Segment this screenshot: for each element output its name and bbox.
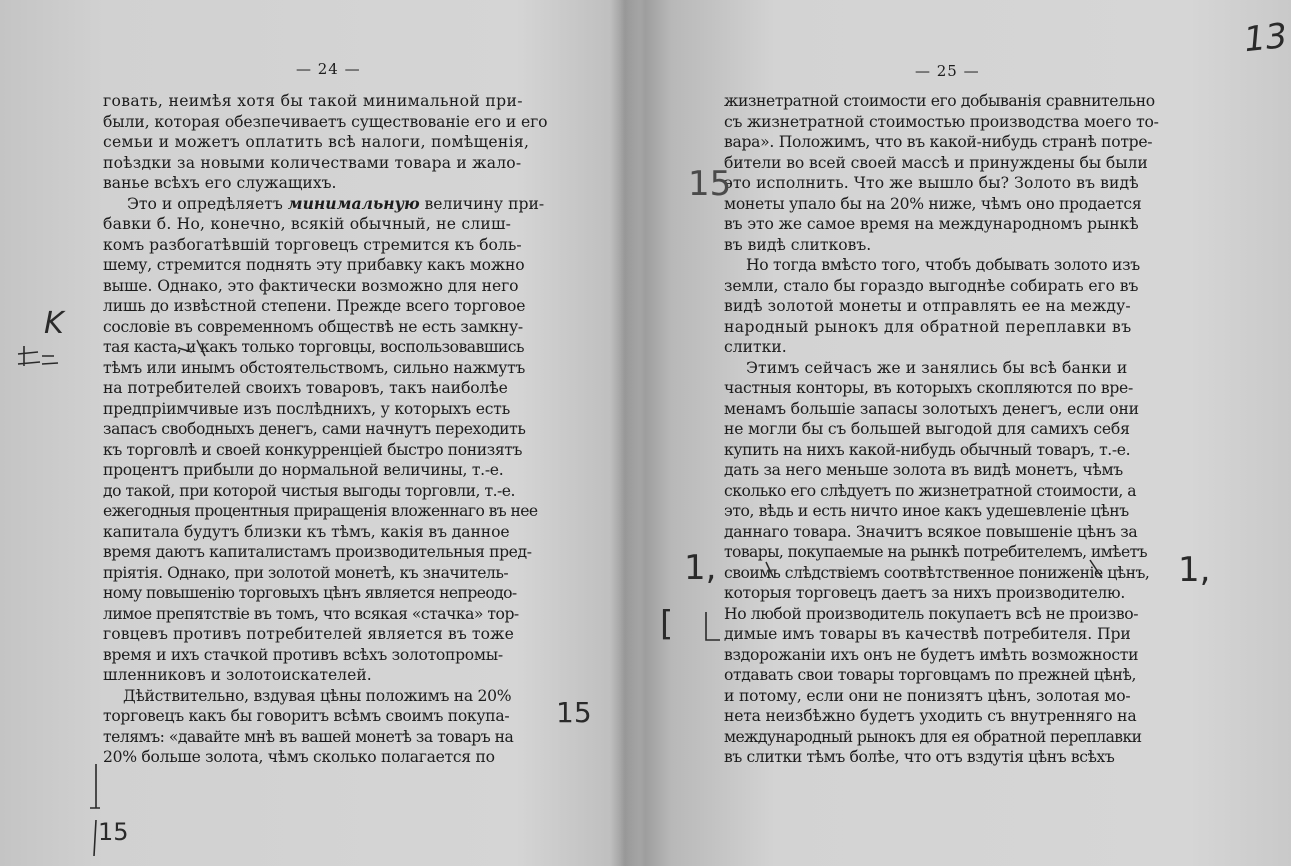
text-line: Но любой производитель покупаетъ всѣ не произво- — [724, 604, 1139, 623]
text-line: поѣздки за новыми количествами товара и жало- — [103, 153, 522, 172]
book-gutter — [610, 0, 640, 866]
margin-note-comma-right: 1, — [1178, 550, 1211, 590]
corner-page-number-handwritten: 13 — [1242, 15, 1290, 61]
text-line: говцевъ противъ потребителей является въ тоже — [103, 625, 514, 643]
margin-note-15-right: 15 — [688, 164, 732, 204]
text-line: время даютъ капиталистамъ производительныя пред- — [103, 543, 532, 561]
text-line: Но тогда вмѣсто того, чтобъ добывать золото изъ — [746, 256, 1140, 274]
text-line: даннаго товара. Значитъ всякое повышеніе цѣнъ за — [724, 522, 1138, 541]
text-line: бители во всей своей массѣ и принуждены бы были — [724, 153, 1148, 172]
text-line: семьи и можетъ оплатить всѣ налоги, помѣщенія, — [103, 133, 530, 151]
margin-k-letter: K — [44, 306, 64, 341]
text-line: тѣмъ или инымъ обстоятельствомъ, сильно нажмутъ — [103, 358, 526, 377]
text-line: жизнетратной стоимости его добыванія сравнительно — [724, 92, 1155, 110]
italic-emphasis: минимальную — [287, 193, 420, 213]
text-line-composite — [103, 194, 553, 215]
text-line: въ это же самое время на международномъ рынкѣ — [724, 215, 1139, 233]
text-line: товары, покупаемые на рынкѣ потребителемъ, имѣетъ — [724, 543, 1147, 561]
text-line: сословіе въ современномъ обществѣ не есть замкну- — [103, 317, 523, 336]
text-line: выше. Однако, это фактически возможно для него — [103, 276, 519, 295]
text-line: ежегодныя процентныя приращенія вложеннаго въ нее — [103, 502, 538, 520]
text-line: земли, стало бы гораздо выгоднѣе собирать его въ — [724, 276, 1139, 295]
text-line: отдавать свои товары торговцамъ по прежней цѣнѣ, — [724, 666, 1137, 684]
text-line: сколько его слѣдуетъ по жизнетратной стоимости, а — [724, 481, 1137, 500]
text-segment: величину при- — [424, 194, 545, 213]
margin-note-bracket: [ — [660, 604, 674, 644]
text-line: видѣ золотой монеты и отправлять ее на между- — [724, 297, 1131, 315]
margin-note-15-left: 15 — [556, 696, 592, 729]
text-line: процентъ прибыли до нормальной величины, т.-е. — [103, 461, 504, 479]
right-page-number: — 25 — — [915, 62, 980, 80]
text-line: пріятія. Однако, при золотой монетѣ, къ значитель- — [103, 563, 509, 582]
text-line: международный рынокъ для ея обратной переплавки — [724, 727, 1142, 746]
text-line: въ слитки тѣмъ болѣе, что отъ вздутія цѣнъ всѣхъ — [724, 748, 1115, 766]
text-line: запасъ свободныхъ денегъ, сами начнутъ переходить — [103, 420, 526, 438]
text-line: менамъ большіе запасы золотыхъ денегъ, если они — [724, 399, 1139, 418]
text-line: въ видѣ слитковъ. — [724, 235, 872, 254]
left-page-text — [103, 91, 553, 768]
left-page-number: — 24 — — [296, 60, 361, 78]
text-line: лимое препятствіе въ томъ, что всякая «стачка» тор- — [103, 604, 519, 623]
text-line: бавки б. Но, конечно, всякій обычный, не слиш- — [103, 215, 512, 233]
text-line: капитала будутъ близки къ тѣмъ, какія въ данное — [103, 522, 510, 541]
text-line: 20% больше золота, чѣмъ сколько полагается по — [103, 748, 495, 766]
text-line: до такой, при которой чистыя выгоды торговли, т.-е. — [103, 481, 515, 500]
text-line: димые имъ товары въ качествѣ потребителя. При — [724, 625, 1131, 643]
text-line: не могли бы съ большей выгодой для самихъ себя — [724, 420, 1130, 438]
right-page-text — [724, 91, 1174, 768]
text-line: телямъ: «давайте мнѣ въ вашей монетѣ за товаръ на — [103, 727, 514, 746]
text-line: къ торговлѣ и своей конкурренціей быстро понизятъ — [103, 440, 523, 459]
text-line: предпріимчивые изъ послѣднихъ, у которыхъ есть — [103, 399, 511, 418]
text-line: слитки. — [724, 338, 787, 356]
text-line: вздорожаніи ихъ онъ не будетъ имѣть возможности — [724, 645, 1139, 664]
paragraph-bracket — [706, 612, 720, 640]
text-line: съ жизнетратной стоимостью производства моего то- — [724, 112, 1159, 131]
text-line: дать за него меньше золота въ видѣ монетъ, чѣмъ — [724, 461, 1123, 479]
text-line: были, которая обезпечиваетъ существованіе его и его — [103, 112, 548, 131]
text-line: это исполнить. Что же вышло бы? Золото въ видѣ — [724, 174, 1139, 192]
text-line: народный рынокъ для обратной переплавки въ — [724, 317, 1132, 336]
text-line: купить на нихъ какой-нибудь обычный товаръ, т.-е. — [724, 440, 1131, 459]
text-line: нета неизбѣжно будетъ уходить съ внутренняго на — [724, 707, 1137, 725]
text-line: время и ихъ стачкой противъ всѣхъ золотопромы- — [103, 645, 503, 664]
text-line: говать, неимѣя хотя бы такой минимальной при- — [103, 92, 523, 110]
text-line: вара». Положимъ, что въ какой-нибудь странѣ потре- — [724, 133, 1153, 151]
text-line: торговецъ какъ бы говоритъ всѣмъ своимъ покупа- — [103, 707, 510, 725]
margin-note-comma-left: 1, — [684, 548, 717, 588]
margin-note-15-bottom: 15 — [98, 818, 129, 846]
text-line: Этимъ сейчасъ же и занялись бы всѣ банки и — [746, 358, 1128, 377]
text-line: частныя конторы, въ которыхъ скопляются по вре- — [724, 379, 1133, 397]
text-line: Дѣйствительно, вздувая цѣны положимъ на 20% — [123, 686, 512, 705]
text-line: которыя торговецъ даетъ за нихъ производителю. — [724, 584, 1125, 602]
text-line: ванье всѣхъ его служащихъ. — [103, 174, 337, 192]
text-line: ному повышенію торговыхъ цѣнъ является непреодо- — [103, 584, 517, 602]
text-line: монеты упало бы на 20% ниже, чѣмъ оно продается — [724, 194, 1142, 213]
text-line: шему, стремится поднять эту прибавку какъ можно — [103, 256, 525, 274]
text-segment: Это и опредѣляетъ — [127, 194, 283, 213]
text-line: комъ разбогатѣвшій торговецъ стремится къ боль- — [103, 235, 522, 254]
text-line: своимъ слѣдствіемъ соотвѣтственное пониженіе цѣнъ, — [724, 563, 1150, 582]
text-line: шленниковъ и золотоискателей. — [103, 666, 372, 684]
text-line: лишь до извѣстной степени. Прежде всего торговое — [103, 297, 526, 315]
text-line: и потому, если они не понизятъ цѣнъ, золотая мо- — [724, 686, 1131, 705]
text-line: тая каста, и какъ только торговцы, воспользовавшись — [103, 338, 524, 356]
text-line: это, вѣдь и есть ничто иное какъ удешевленіе цѣнъ — [724, 502, 1129, 520]
text-line: на потребителей своихъ товаровъ, такъ наиболѣе — [103, 379, 508, 397]
margin-k-mark — [14, 306, 74, 376]
